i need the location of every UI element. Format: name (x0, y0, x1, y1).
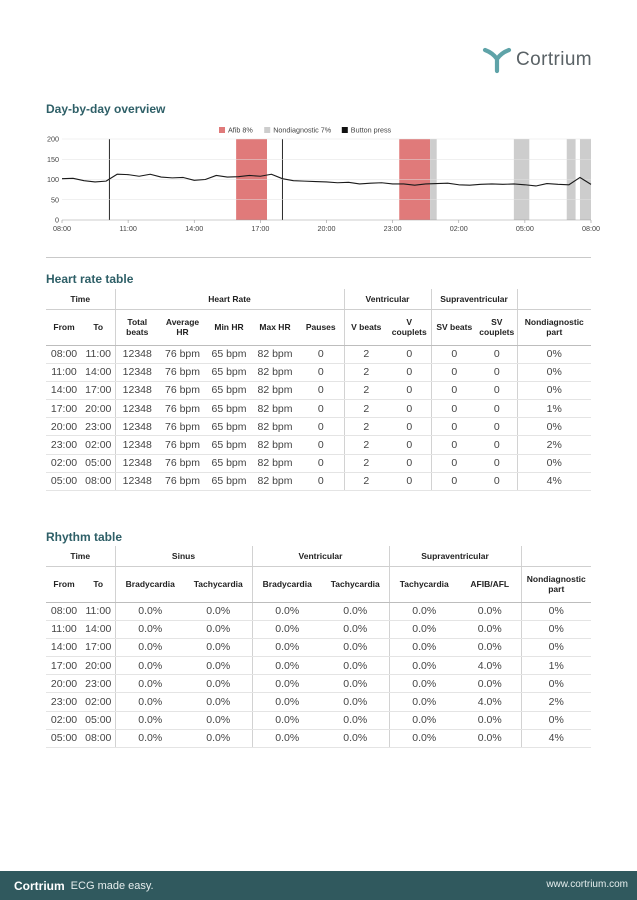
x-tick-label: 02:00 (449, 224, 468, 233)
table-row (46, 620, 591, 638)
table-cell: 23:00 (46, 436, 82, 454)
table-cell: 0 (298, 400, 344, 418)
table-cell: 0 (431, 418, 477, 436)
table-row (46, 693, 591, 711)
table-cell: 4.0% (459, 657, 521, 675)
column-header: Nondiagnostic part (521, 566, 591, 602)
y-axis (47, 135, 59, 225)
table-cell: 0.0% (322, 620, 389, 638)
column-header: SV couplets (477, 309, 517, 345)
legend-label: Button press (350, 125, 392, 135)
table-cell: 0.0% (459, 729, 521, 747)
legend-swatch (342, 127, 348, 133)
hr-series (62, 174, 591, 186)
table-cell: 4.0% (459, 693, 521, 711)
table-cell: 0 (388, 472, 431, 490)
y-tick-label: 0 (55, 215, 59, 225)
table-cell: 11:00 (46, 620, 82, 638)
chart-grid (62, 139, 591, 220)
table-cell: 0% (517, 454, 591, 472)
x-tick-label: 20:00 (317, 224, 336, 233)
cortrium-logo (481, 44, 592, 76)
table-cell: 0 (477, 436, 517, 454)
table-cell: 0 (477, 472, 517, 490)
table-cell: 0.0% (185, 693, 252, 711)
x-tick-label: 08:00 (582, 224, 600, 233)
table-cell: 17:00 (82, 638, 115, 656)
cortrium-logo-icon (481, 44, 513, 76)
group-blank (521, 546, 591, 566)
table-cell: 0.0% (115, 693, 185, 711)
table-cell: 76 bpm (159, 363, 206, 381)
table-cell: 20:00 (46, 675, 82, 693)
heart-rate-title: Heart rate table (46, 272, 134, 286)
table-cell: 0 (477, 400, 517, 418)
table-cell: 0 (388, 436, 431, 454)
table-cell: 05:00 (82, 711, 115, 729)
x-tick-label: 11:00 (119, 224, 137, 233)
table-row (46, 454, 591, 472)
column-header: Bradycardia (252, 566, 322, 602)
table-cell: 0.0% (115, 638, 185, 656)
column-header: Tachycardia (322, 566, 389, 602)
table-cell: 0.0% (252, 602, 322, 620)
group-time: Time (46, 546, 115, 566)
table-cell: 0.0% (322, 693, 389, 711)
table-cell: 02:00 (82, 693, 115, 711)
table-cell: 0 (298, 381, 344, 399)
group-heart-rate: Heart Rate (115, 289, 344, 309)
table-cell: 0 (431, 436, 477, 454)
table-cell: 20:00 (46, 418, 82, 436)
table-cell: 12348 (115, 454, 159, 472)
x-tick-label: 23:00 (383, 224, 402, 233)
group-supraventricular: Supraventricular (431, 289, 517, 309)
column-header: SV beats (431, 309, 477, 345)
column-header: Tachycardia (389, 566, 459, 602)
table-cell: 0.0% (389, 729, 459, 747)
table-cell: 65 bpm (206, 381, 252, 399)
table-cell: 76 bpm (159, 345, 206, 363)
table-cell: 08:00 (82, 472, 115, 490)
table-cell: 20:00 (82, 657, 115, 675)
table-cell: 23:00 (46, 693, 82, 711)
table-cell: 0.0% (185, 711, 252, 729)
table-cell: 82 bpm (252, 418, 298, 436)
table-cell: 76 bpm (159, 472, 206, 490)
table-cell: 12348 (115, 418, 159, 436)
table-cell: 0.0% (252, 693, 322, 711)
footer-tagline: ECG made easy. (70, 879, 154, 892)
table-cell: 12348 (115, 436, 159, 454)
table-cell: 82 bpm (252, 454, 298, 472)
table-cell: 02:00 (82, 436, 115, 454)
table-cell: 0% (521, 602, 591, 620)
y-tick-label: 100 (47, 175, 59, 184)
table-cell: 0.0% (389, 602, 459, 620)
table-cell: 05:00 (82, 454, 115, 472)
table-cell: 0.0% (389, 657, 459, 675)
table-cell: 76 bpm (159, 436, 206, 454)
column-header: Tachycardia (185, 566, 252, 602)
table-cell: 0% (517, 345, 591, 363)
group-sinus: Sinus (115, 546, 252, 566)
table-cell: 65 bpm (206, 436, 252, 454)
table-cell: 0.0% (115, 602, 185, 620)
table-cell: 0 (431, 345, 477, 363)
table-cell: 0 (431, 363, 477, 381)
group-supraventricular: Supraventricular (389, 546, 521, 566)
table-row (46, 472, 591, 490)
group-blank (517, 289, 591, 309)
table-cell: 12348 (115, 400, 159, 418)
column-header: Nondiagnostic part (517, 309, 591, 345)
table-cell: 0.0% (252, 620, 322, 638)
table-cell: 14:00 (46, 381, 82, 399)
column-header: Pauses (298, 309, 344, 345)
table-cell: 0% (521, 711, 591, 729)
legend-swatch (219, 127, 225, 133)
column-header: From (46, 566, 82, 602)
table-cell: 0.0% (185, 729, 252, 747)
table-cell: 0 (298, 345, 344, 363)
column-header: AFIB/AFL (459, 566, 521, 602)
table-cell: 65 bpm (206, 418, 252, 436)
table-cell: 12348 (115, 363, 159, 381)
table-cell: 65 bpm (206, 345, 252, 363)
table-cell: 12348 (115, 472, 159, 490)
table-cell: 2 (344, 418, 388, 436)
overview-title: Day-by-day overview (46, 102, 166, 116)
table-cell: 0 (388, 363, 431, 381)
column-header: To (82, 309, 115, 345)
table-cell: 2% (517, 436, 591, 454)
table-row (46, 400, 591, 418)
table-row (46, 363, 591, 381)
table-cell: 0.0% (389, 675, 459, 693)
table-cell: 0.0% (389, 620, 459, 638)
table-cell: 0% (521, 675, 591, 693)
table-cell: 0.0% (185, 638, 252, 656)
table-cell: 2 (344, 454, 388, 472)
table-cell: 0.0% (115, 675, 185, 693)
footer-bar (0, 871, 637, 900)
table-cell: 0.0% (185, 675, 252, 693)
table-cell: 0.0% (322, 675, 389, 693)
table-cell: 0.0% (459, 602, 521, 620)
heart-rate-table (46, 289, 591, 491)
table-cell: 0 (298, 436, 344, 454)
table-cell: 0 (298, 454, 344, 472)
table-cell: 08:00 (46, 602, 82, 620)
table-cell: 1% (521, 657, 591, 675)
table-row (46, 345, 591, 363)
table-row (46, 418, 591, 436)
overview-chart (30, 124, 600, 236)
column-header: Bradycardia (115, 566, 185, 602)
table-cell: 0 (477, 454, 517, 472)
table-row (46, 436, 591, 454)
table-cell: 0 (388, 381, 431, 399)
table-cell: 0.0% (459, 711, 521, 729)
table-cell: 0% (517, 381, 591, 399)
column-header: From (46, 309, 82, 345)
legend-label: Afib 8% (228, 125, 253, 135)
table-cell: 12348 (115, 345, 159, 363)
table-cell: 17:00 (46, 400, 82, 418)
table-cell: 2 (344, 436, 388, 454)
table-cell: 2 (344, 400, 388, 418)
table-cell: 14:00 (82, 620, 115, 638)
table-cell: 0 (388, 454, 431, 472)
table-cell: 0.0% (459, 675, 521, 693)
table-cell: 0 (477, 345, 517, 363)
table-cell: 82 bpm (252, 472, 298, 490)
table-cell: 0.0% (185, 657, 252, 675)
table-cell: 0.0% (322, 729, 389, 747)
table-cell: 0 (388, 345, 431, 363)
table-cell: 0.0% (185, 602, 252, 620)
table-cell: 0 (388, 400, 431, 418)
table-cell: 0.0% (252, 657, 322, 675)
table-cell: 0 (477, 418, 517, 436)
table-cell: 0.0% (115, 657, 185, 675)
table-cell: 11:00 (46, 363, 82, 381)
table-cell: 20:00 (82, 400, 115, 418)
chart-legend (219, 126, 392, 135)
x-tick-label: 14:00 (185, 224, 204, 233)
group-ventricular: Ventricular (344, 289, 431, 309)
column-header: Max HR (252, 309, 298, 345)
table-row (46, 602, 591, 620)
table-cell: 0 (298, 363, 344, 381)
footer-website-link[interactable]: www.cortrium.com (546, 879, 628, 890)
table-cell: 65 bpm (206, 363, 252, 381)
table-row (46, 675, 591, 693)
table-cell: 1% (517, 400, 591, 418)
table-cell: 76 bpm (159, 381, 206, 399)
table-cell: 82 bpm (252, 345, 298, 363)
table-cell: 0.0% (459, 620, 521, 638)
table-cell: 12348 (115, 381, 159, 399)
hr-series-line (62, 174, 591, 186)
table-cell: 08:00 (46, 345, 82, 363)
table-cell: 4% (521, 729, 591, 747)
table-cell: 0.0% (322, 711, 389, 729)
table-row (46, 657, 591, 675)
legend-swatch (264, 127, 270, 133)
table-cell: 0.0% (252, 711, 322, 729)
column-header: Min HR (206, 309, 252, 345)
x-tick-label: 08:00 (53, 224, 71, 233)
heart-rate-chart-svg (30, 124, 600, 236)
table-cell: 0.0% (252, 675, 322, 693)
table-cell: 0 (477, 363, 517, 381)
section-divider (46, 257, 591, 258)
table-cell: 0.0% (322, 602, 389, 620)
table-cell: 11:00 (82, 602, 115, 620)
x-tick-label: 05:00 (515, 224, 534, 233)
y-tick-label: 200 (47, 134, 59, 144)
table-row (46, 711, 591, 729)
rhythm-title: Rhythm table (46, 530, 123, 544)
table-cell: 0.0% (322, 657, 389, 675)
table-cell: 76 bpm (159, 400, 206, 418)
column-header: V beats (344, 309, 388, 345)
table-cell: 0.0% (115, 711, 185, 729)
table-cell: 0.0% (252, 729, 322, 747)
table-cell: 82 bpm (252, 436, 298, 454)
table-cell: 0 (298, 472, 344, 490)
table-cell: 02:00 (46, 711, 82, 729)
table-cell: 02:00 (46, 454, 82, 472)
table-cell: 23:00 (82, 675, 115, 693)
table-cell: 0.0% (322, 638, 389, 656)
table-cell: 0.0% (252, 638, 322, 656)
table-cell: 11:00 (82, 345, 115, 363)
column-header: Total beats (115, 309, 159, 345)
table-row (46, 638, 591, 656)
table-cell: 0.0% (115, 620, 185, 638)
table-cell: 0 (431, 381, 477, 399)
table-cell: 2 (344, 472, 388, 490)
table-cell: 65 bpm (206, 400, 252, 418)
table-cell: 0% (521, 620, 591, 638)
table-cell: 76 bpm (159, 418, 206, 436)
table-cell: 82 bpm (252, 363, 298, 381)
table-cell: 0 (477, 381, 517, 399)
table-cell: 14:00 (46, 638, 82, 656)
table-cell: 0 (431, 472, 477, 490)
footer-brand: Cortrium (14, 878, 65, 893)
table-cell: 2 (344, 363, 388, 381)
table-cell: 65 bpm (206, 472, 252, 490)
table-cell: 2% (521, 693, 591, 711)
y-tick-label: 50 (51, 195, 59, 205)
table-cell: 0% (517, 363, 591, 381)
table-cell: 0 (388, 418, 431, 436)
table-row (46, 729, 591, 747)
table-cell: 0.0% (459, 638, 521, 656)
table-cell: 0% (517, 418, 591, 436)
x-axis (53, 220, 600, 233)
table-cell: 23:00 (82, 418, 115, 436)
table-cell: 82 bpm (252, 381, 298, 399)
legend-label: Nondiagnostic 7% (273, 125, 332, 135)
table-cell: 17:00 (46, 657, 82, 675)
table-cell: 0.0% (389, 693, 459, 711)
table-row (46, 381, 591, 399)
table-cell: 0 (431, 454, 477, 472)
table-cell: 0% (521, 638, 591, 656)
table-cell: 05:00 (46, 729, 82, 747)
table-cell: 0.0% (389, 711, 459, 729)
y-tick-label: 150 (47, 154, 59, 164)
x-tick-label: 17:00 (251, 224, 270, 233)
table-cell: 65 bpm (206, 454, 252, 472)
table-cell: 2 (344, 381, 388, 399)
group-ventricular: Ventricular (252, 546, 389, 566)
table-cell: 0.0% (389, 638, 459, 656)
column-header: Average HR (159, 309, 206, 345)
table-cell: 08:00 (82, 729, 115, 747)
table-cell: 14:00 (82, 363, 115, 381)
table-cell: 0.0% (185, 620, 252, 638)
table-cell: 0.0% (115, 729, 185, 747)
table-cell: 17:00 (82, 381, 115, 399)
table-cell: 0 (431, 400, 477, 418)
table-cell: 2 (344, 345, 388, 363)
table-cell: 76 bpm (159, 454, 206, 472)
group-time: Time (46, 289, 115, 309)
table-cell: 4% (517, 472, 591, 490)
table-cell: 82 bpm (252, 400, 298, 418)
logo-text: Cortrium (516, 49, 593, 70)
table-cell: 05:00 (46, 472, 82, 490)
table-cell: 0 (298, 418, 344, 436)
column-header: To (82, 566, 115, 602)
rhythm-table (46, 546, 591, 748)
column-header: V couplets (388, 309, 431, 345)
